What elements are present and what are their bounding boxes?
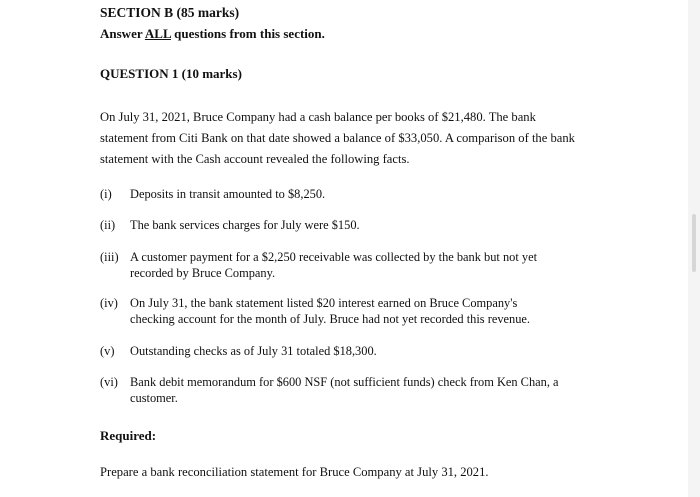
intro-line: statement with the Cash account revealed the following facts. — [100, 152, 410, 166]
question-heading: QUESTION 1 (10 marks) — [100, 66, 242, 81]
item-number: (i) — [100, 187, 112, 201]
section-heading: SECTION B (85 marks) — [100, 5, 240, 20]
item-line: On July 31, the bank statement listed $20 interest earned on Bruce Company's — [130, 296, 518, 310]
item-text — [130, 343, 377, 359]
item-line: Outstanding checks as of July 31 totaled $18,300. — [130, 344, 377, 358]
scrollbar-thumb[interactable] — [692, 214, 696, 272]
item-number: (ii) — [100, 218, 116, 232]
item-number: (v) — [100, 344, 115, 358]
item-line: The bank services charges for July were $150. — [130, 218, 360, 232]
item-number: (iv) — [100, 296, 118, 310]
item-line: A customer payment for a $2,250 receivable was collected by the bank but not yet — [130, 250, 538, 264]
required-label: Required: — [100, 428, 157, 443]
item-line: customer. — [130, 391, 178, 405]
intro-line: On July 31, 2021, Bruce Company had a cash balance per books of $21,480. The bank — [100, 110, 536, 124]
item-text — [130, 374, 559, 406]
task-text: Prepare a bank reconciliation statement for Bruce Company at July 31, 2021. — [100, 465, 489, 479]
instruction-prefix: Answer — [100, 26, 145, 41]
item-text — [130, 186, 325, 202]
question-intro — [100, 107, 630, 170]
intro-line: statement from Citi Bank on that date showed a balance of $33,050. A comparison of the bank — [100, 131, 575, 145]
item-number: (iii) — [100, 250, 119, 264]
item-text — [130, 249, 537, 281]
item-line: Bank debit memorandum for $600 NSF (not sufficient funds) check from Ken Chan, a — [130, 375, 559, 389]
item-line: Deposits in transit amounted to $8,250. — [130, 187, 326, 201]
instruction-emphasis: ALL — [144, 26, 171, 41]
item-number: (vi) — [100, 375, 118, 389]
item-line: checking account for the month of July. Bruce had not yet recorded this revenue. — [130, 312, 531, 326]
section-instruction — [100, 26, 325, 42]
instruction-suffix: questions from this section. — [170, 26, 325, 41]
item-text — [130, 295, 530, 327]
item-text — [130, 217, 360, 233]
item-line: recorded by Bruce Company. — [130, 266, 276, 280]
